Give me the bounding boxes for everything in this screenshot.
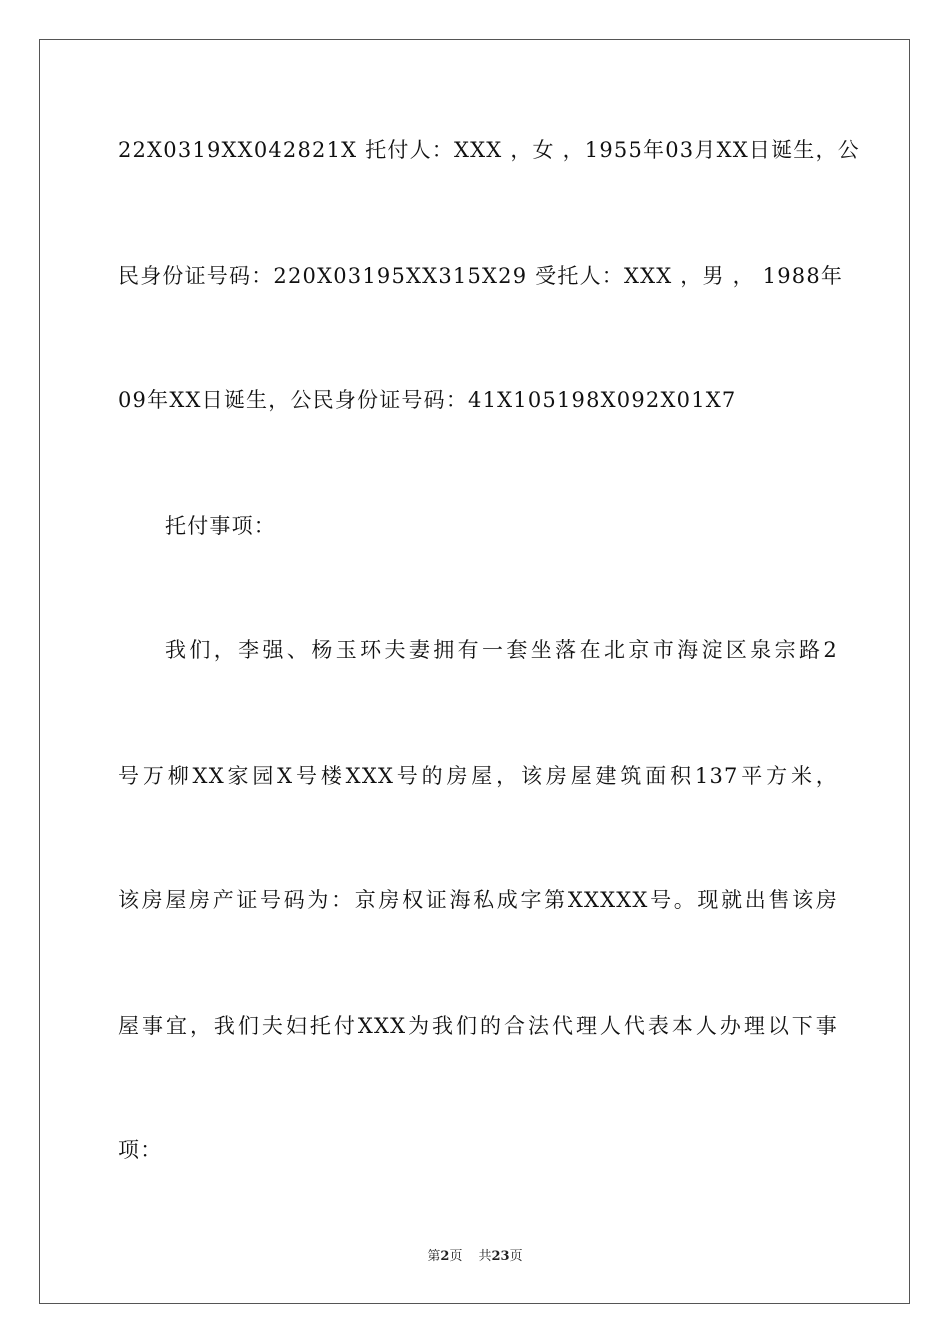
body-line-2: 民身份证号码：220X03195XX315X29 受托人：XXX ，男 ， 1988年 [118, 264, 844, 288]
footer-page-prefix: 第 [427, 1249, 441, 1264]
footer-total-suffix: 页 [509, 1249, 523, 1264]
section-heading-entrusted-matters: 托付事项： [165, 514, 276, 538]
body-line-7: 该房屋房产证号码为：京房权证海私成字第XXXXX号。现就出售该房 [118, 888, 838, 912]
footer-page-suffix: 页 [449, 1249, 463, 1264]
body-line-3: 09年XX日诞生，公民身份证号码：41X105198X092X01X7 [118, 388, 737, 412]
footer-total-pages: 23 [491, 1249, 510, 1264]
body-line-1: 22X0319XX042821X 托付人：XXX ，女 ，1955年03月XX日诞生，公 [118, 138, 860, 162]
footer-total-prefix: 共 [478, 1249, 492, 1264]
body-line-6: 号万柳XX家园X号楼XXX号的房屋，该房屋建筑面积137平方米， [118, 764, 838, 788]
body-line-8: 屋事宜，我们夫妇托付XXX为我们的合法代理人代表本人办理以下事 [118, 1014, 838, 1038]
page-footer [0, 1248, 950, 1266]
footer-page-number: 2 [440, 1249, 450, 1264]
body-line-5: 我们，李强、杨玉环夫妻拥有一套坐落在北京市海淀区泉宗路2 [165, 638, 838, 662]
body-line-9: 项： [118, 1138, 163, 1162]
page-border [39, 39, 910, 1304]
